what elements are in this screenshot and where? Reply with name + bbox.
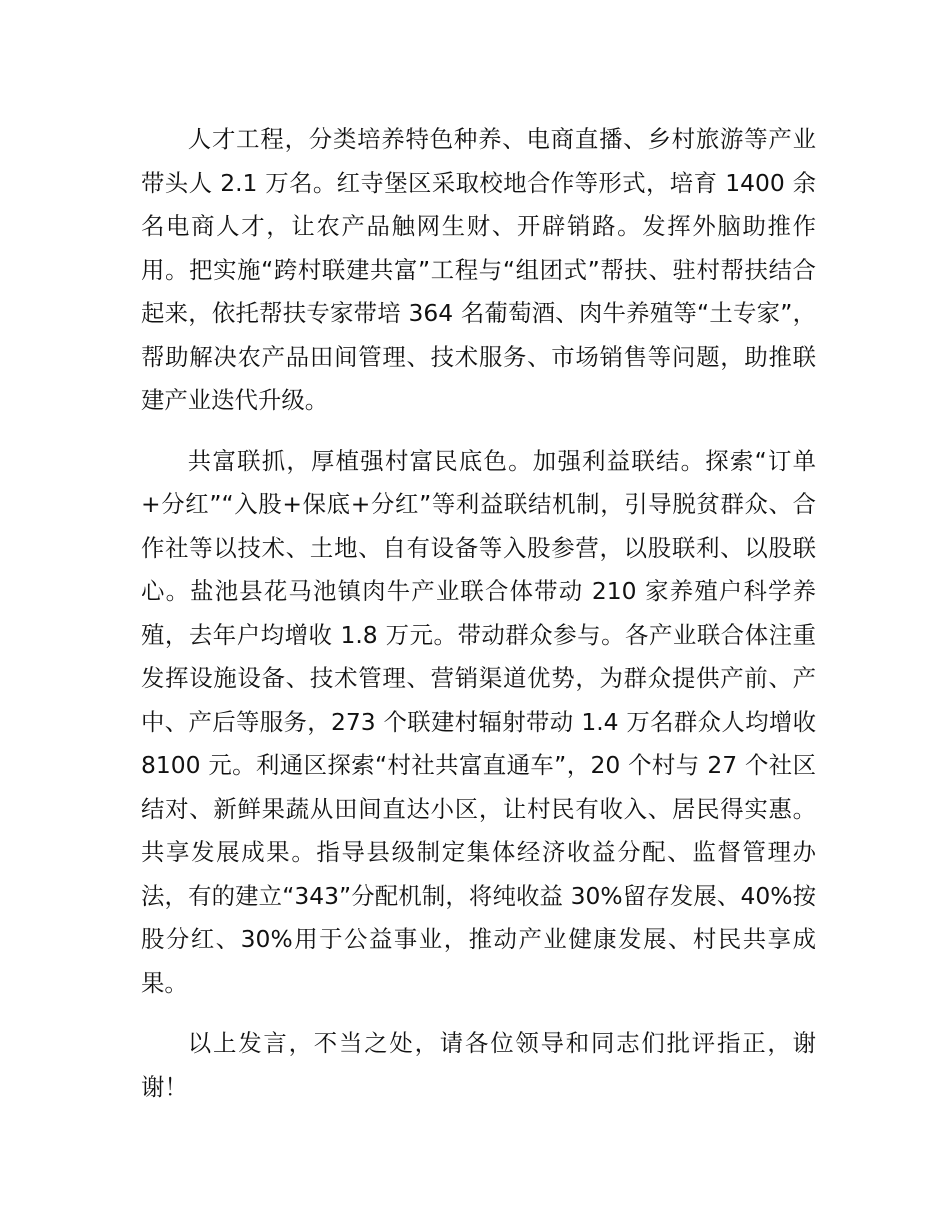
paragraph-closing-remarks: 以上发言，不当之处，请各位领导和同志们批评指正，谢谢！: [141, 1029, 816, 1101]
paragraph-talent-project: 人才工程，分类培养特色种养、电商直播、乡村旅游等产业带头人 2.1 万名。红寺堡区采取校地合作等形式，培育 1400 余名电商人才，让农产品触网生财、开辟销路。发挥外脑助推作用。把实施“跨村联建共富”工程与“组团式”帮扶、驻村帮扶结合起来，依托帮扶专家带培 364 名葡萄酒、肉牛养殖等“土专家”，帮助解决农产品田间管理、技术服务、市场销售等问题，助推联建产业迭代升级。: [141, 125, 816, 414]
paragraph-common-prosperity: 共富联抓，厚植强村富民底色。加强利益联结。探索“订单+分红”“入股+保底+分红”等利益联结机制，引导脱贫群众、合作社等以技术、土地、自有设备等入股参营，以股联利、以股联心。盐池县花马池镇肉牛产业联合体带动 210 家养殖户科学养殖，去年户均增收 1.8 万元。带动群众参与。各产业联合体注重发挥设施设备、技术管理、营销渠道优势，为群众提供产前、产中、产后等服务，273 个联建村辐射带动 1.4 万名群众人均增收 8100 元。利通区探索“村社共富直通车”，20 个村与 27 个社区结对、新鲜果蔬从田间直达小区，让村民有收入、居民得实惠。共享发展成果。指导县级制定集体经济收益分配、监督管理办法，有的建立“343”分配机制，将纯收益 30%留存发展、40%按股分红、30%用于公益事业，推动产业健康发展、村民共享成果。: [141, 446, 816, 997]
document-body: [141, 118, 816, 1126]
